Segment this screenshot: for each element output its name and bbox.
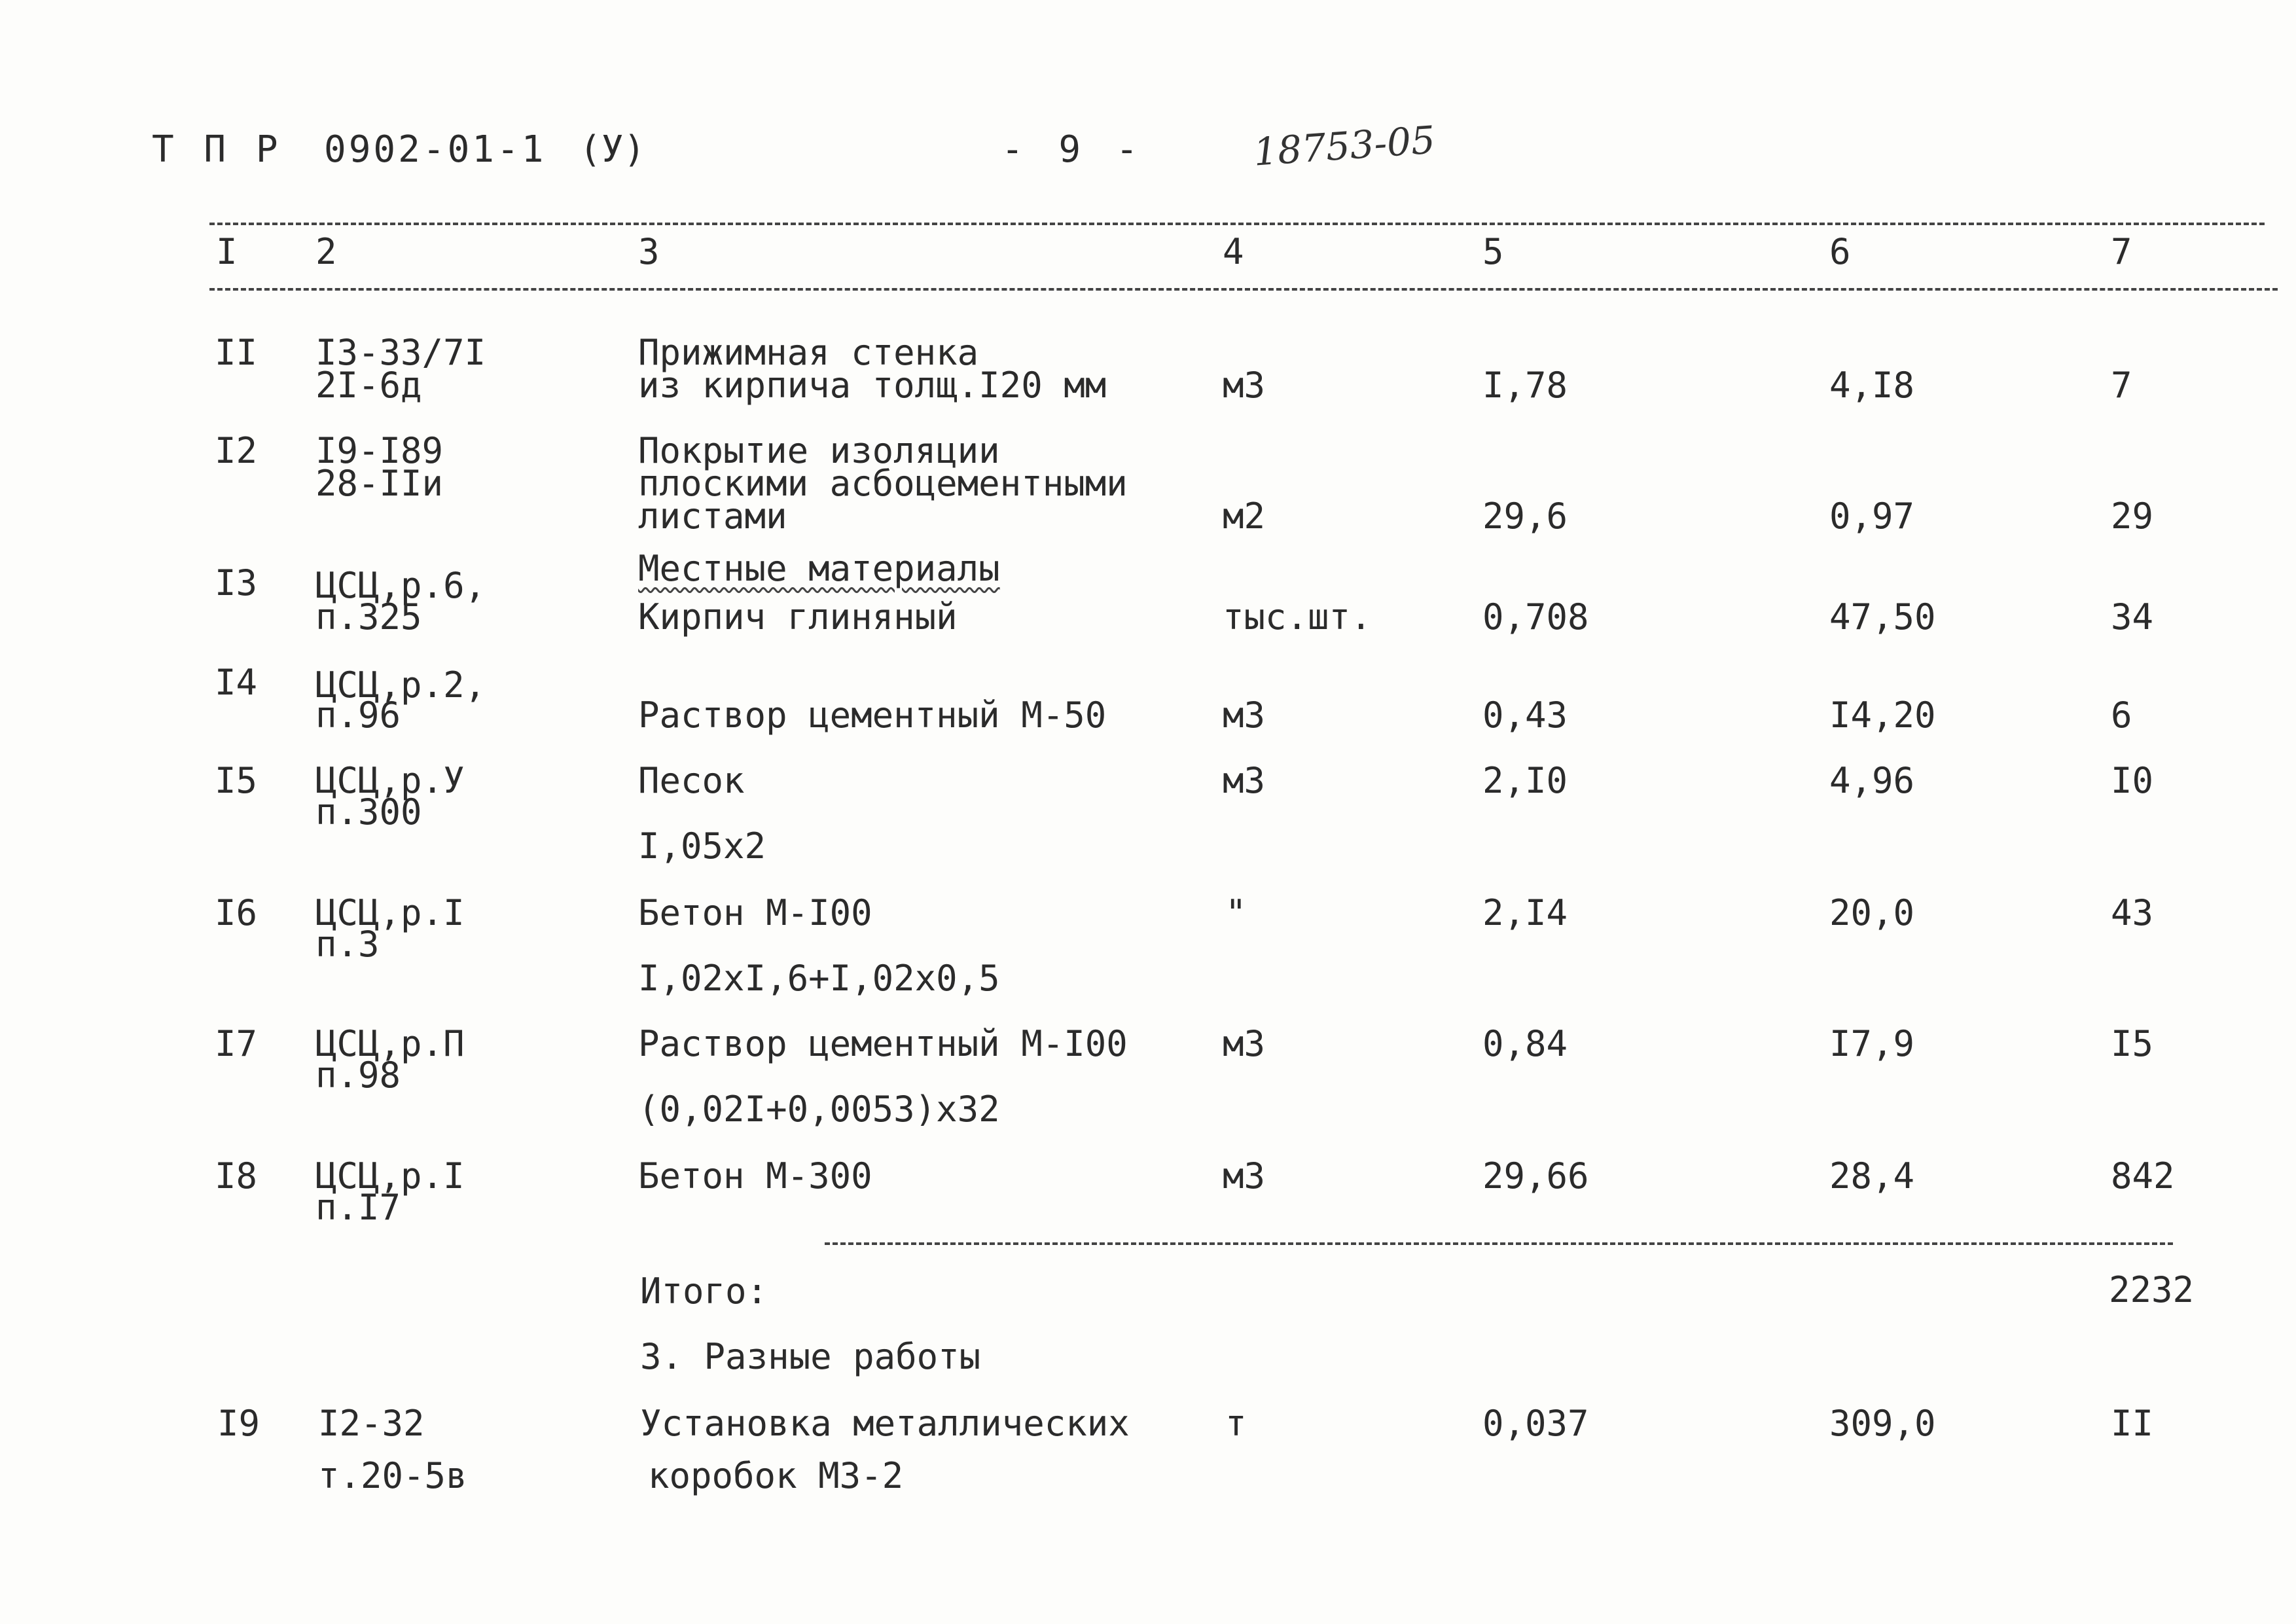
col-header-1: I: [216, 231, 238, 272]
section-title: 3. Разные работы: [640, 1336, 981, 1377]
row-price: 4,I8: [1829, 365, 1915, 406]
row-ref: п.I7: [315, 1187, 401, 1228]
section-heading: Местные материалы: [638, 548, 1000, 589]
doc-number: 0902-01-1: [324, 128, 547, 171]
row-ref: т.20-5в: [318, 1455, 467, 1496]
header-bottom-rule: [209, 288, 2278, 291]
row-description: Бетон М-300: [638, 1155, 872, 1197]
subtotal-rule: [825, 1242, 2173, 1245]
row-unit: м3: [1223, 695, 1266, 736]
row-ref: ЦСЦ,р.I: [315, 1155, 465, 1197]
row-price: 47,50: [1829, 596, 1936, 638]
row-quantity: 2,I4: [1482, 892, 1568, 933]
row-ref: ЦСЦ,р.2,: [315, 664, 486, 706]
row-description: Бетон М-I00: [638, 892, 872, 933]
row-ref: п.325: [315, 596, 422, 638]
row-unit: м2: [1223, 496, 1266, 537]
row-unit: тыс.шт.: [1223, 596, 1372, 638]
handwritten-number: 18753-05: [1251, 117, 1437, 175]
header-top-rule: [209, 223, 2265, 225]
row-quantity: 0,037: [1482, 1403, 1589, 1444]
row-total: II: [2111, 1403, 2154, 1444]
col-header-6: 6: [1829, 231, 1851, 272]
row-total: I0: [2111, 760, 2154, 801]
row-number: I5: [215, 760, 258, 801]
row-total: 7: [2111, 365, 2132, 406]
row-description: коробок МЗ-2: [648, 1455, 904, 1496]
row-description: Раствор цементный М-I00: [638, 1023, 1128, 1064]
row-description: Песок: [638, 760, 745, 801]
row-ref: п.300: [315, 791, 422, 833]
row-ref: ЦСЦ,р.I: [315, 892, 465, 933]
row-price: I4,20: [1829, 695, 1936, 736]
row-ref: I9-I89: [315, 430, 444, 471]
row-number: I7: [215, 1023, 258, 1064]
row-unit: ": [1225, 892, 1247, 933]
col-header-5: 5: [1482, 231, 1504, 272]
row-ref: I3-33/7I: [315, 332, 486, 373]
row-description: Покрытие изоляции: [638, 430, 1000, 471]
row-total: 842: [2111, 1155, 2175, 1197]
row-price: 28,4: [1829, 1155, 1915, 1197]
row-unit: м3: [1223, 1023, 1266, 1064]
row-description: Прижимная стенка: [638, 332, 979, 373]
row-description: плоскими асбоцементными: [638, 463, 1128, 504]
row-number: I8: [215, 1155, 258, 1197]
row-number: I6: [215, 892, 258, 933]
row-price: 20,0: [1829, 892, 1915, 933]
row-price: 4,96: [1829, 760, 1915, 801]
total-label: Итого:: [640, 1271, 768, 1312]
row-ref: I2-32: [318, 1403, 425, 1444]
row-total: 43: [2111, 892, 2154, 933]
row-ref: 2I-6д: [315, 365, 422, 406]
row-total: 6: [2111, 695, 2132, 736]
row-unit: м3: [1223, 760, 1266, 801]
row-number: II: [215, 332, 258, 373]
row-ref: ЦСЦ,р.6,: [315, 565, 486, 606]
row-quantity: 0,708: [1482, 596, 1589, 638]
row-quantity: 29,66: [1482, 1155, 1589, 1197]
row-total: 34: [2111, 596, 2154, 638]
doc-variant: (У): [579, 128, 646, 171]
row-ref: 28-IIи: [315, 463, 444, 504]
row-quantity: 29,6: [1482, 496, 1568, 537]
row-ref: п.96: [315, 695, 401, 736]
row-ref: ЦСЦ,р.У: [315, 760, 465, 801]
row-unit: м3: [1223, 365, 1266, 406]
col-header-2: 2: [315, 231, 337, 272]
row-calculation: (0,02I+0,0053)х32: [638, 1089, 1000, 1130]
col-header-7: 7: [2111, 231, 2132, 272]
row-price: 309,0: [1829, 1403, 1936, 1444]
row-price: I7,9: [1829, 1023, 1915, 1064]
row-description: Установка металлических: [640, 1403, 1130, 1444]
row-quantity: 2,I0: [1482, 760, 1568, 801]
row-number: I3: [215, 562, 258, 604]
row-quantity: 0,43: [1482, 695, 1568, 736]
row-total: 29: [2111, 496, 2154, 537]
row-number: I4: [215, 662, 258, 703]
row-price: 0,97: [1829, 496, 1915, 537]
total-value: 2232: [2109, 1269, 2195, 1310]
row-description: Кирпич глиняный: [638, 596, 958, 638]
row-description: листами: [638, 496, 787, 537]
row-ref: ЦСЦ,р.П: [315, 1023, 465, 1064]
row-unit: м3: [1223, 1155, 1266, 1197]
row-description: Раствор цементный М-50: [638, 695, 1107, 736]
col-header-4: 4: [1223, 231, 1244, 272]
row-calculation: I,02хI,6+I,02х0,5: [638, 958, 1000, 999]
row-total: I5: [2111, 1023, 2154, 1064]
page-number: - 9 -: [1001, 128, 1145, 171]
row-quantity: I,78: [1482, 365, 1568, 406]
row-quantity: 0,84: [1482, 1023, 1568, 1064]
row-number: I2: [215, 430, 258, 471]
row-calculation: I,05х2: [638, 825, 766, 867]
doc-code: Т П Р: [152, 128, 282, 171]
row-ref: п.3: [315, 924, 380, 965]
row-unit: т: [1225, 1403, 1247, 1444]
row-description: из кирпича толщ.I20 мм: [638, 365, 1107, 406]
row-ref: п.98: [315, 1055, 401, 1096]
row-number: I9: [217, 1403, 260, 1444]
col-header-3: 3: [638, 231, 660, 272]
